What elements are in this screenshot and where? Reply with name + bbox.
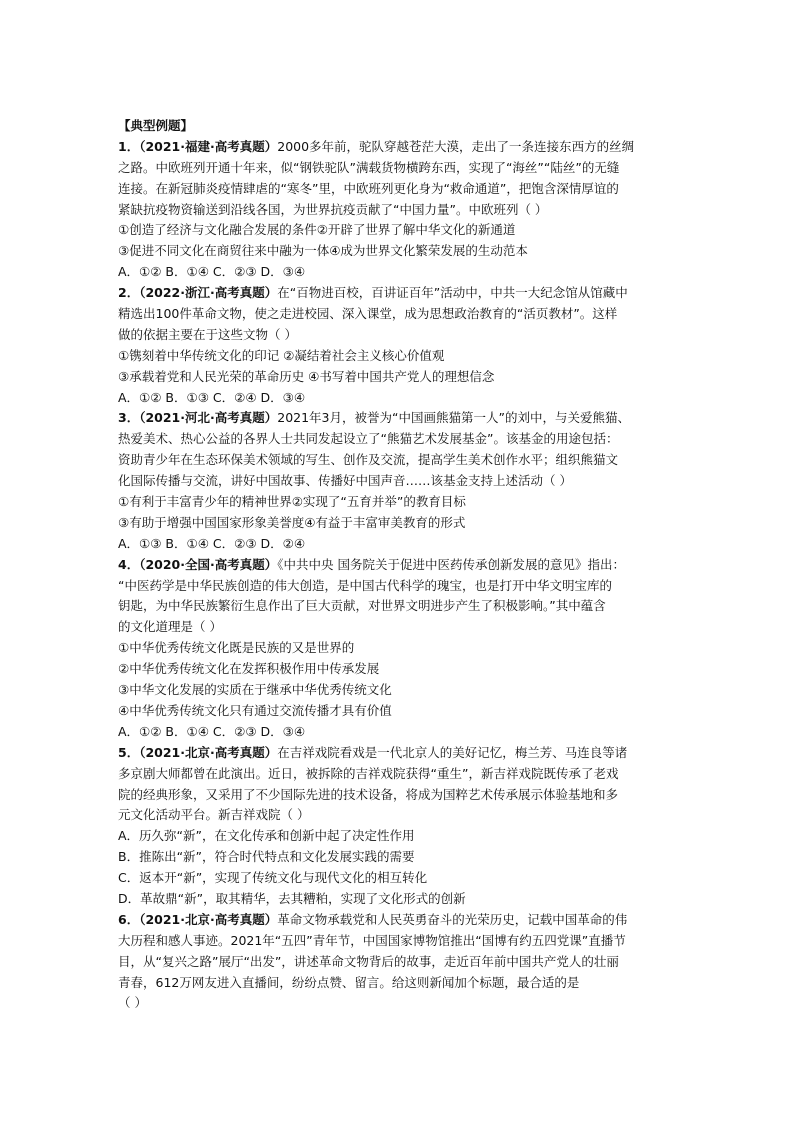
question-4 bbox=[118, 555, 678, 743]
question-stem-line bbox=[118, 471, 678, 492]
stem-text: 精选出100件革命文物，使之走进校园、深入课堂，成为思想政治教育的“活页教材”。这样 bbox=[118, 306, 618, 322]
question-number: 3． bbox=[118, 410, 140, 426]
question-source: （2022·浙江·高考真题） bbox=[139, 285, 278, 301]
stem-text: 钥匙，为中华民族繁衍生息作出了巨大贡献，对世界文明进步产生了积极影响。”其中蕴含 bbox=[118, 598, 606, 614]
stem-text: 的文化道理是（ ） bbox=[118, 619, 222, 635]
stem-text: 目，从“复兴之路”展厅“出发”，讲述革命文物背后的故事，走近百年前中国共产党人的壮丽 bbox=[118, 953, 619, 969]
question-stem-line bbox=[118, 179, 678, 200]
question-number: 5． bbox=[118, 744, 140, 760]
question-stem-line bbox=[118, 429, 678, 450]
question-6 bbox=[118, 910, 678, 1014]
question-source: （2020·全国·高考真题） bbox=[139, 556, 278, 572]
option-line: ④中华优秀传统文化只有通过交流传播才具有价值 bbox=[118, 702, 392, 718]
stem-text: 紧缺抗疫物资输送到沿线各国，为世界抗疫贡献了“中国力量”。中欧班列（ ） bbox=[118, 201, 548, 217]
question-content bbox=[118, 116, 678, 1014]
option-line: A．①② B．①③ C．②④ D．③④ bbox=[118, 389, 306, 405]
question-stem-line bbox=[118, 596, 678, 617]
question-number: 1． bbox=[118, 138, 140, 154]
stem-text: 革命文物承载党和人民英勇奋斗的光荣历史，记载中国革命的伟 bbox=[277, 911, 628, 927]
question-5 bbox=[118, 743, 678, 910]
stem-text: 多京剧大师都曾在此演出。近日，被拆除的吉祥戏院获得“重生”，新吉祥戏院既传承了老戏 bbox=[118, 765, 619, 781]
option-line: A．①② B．①④ C．②③ D．③④ bbox=[118, 723, 306, 739]
question-1 bbox=[118, 137, 678, 283]
question-number: 4． bbox=[118, 556, 140, 572]
option-line: ①镌刻着中华传统文化的印记 ②凝结着社会主义核心价值观 bbox=[118, 347, 445, 363]
stem-text: 2021年3月，被誉为“中国画熊猫第一人”的刘中，与关爱熊猫、 bbox=[277, 410, 630, 426]
question-2 bbox=[118, 283, 678, 408]
stem-text: 连接。在新冠肺炎疫情肆虐的“寒冬”里，中欧班列更化身为“救命通道”，把饱含深情厚谊的 bbox=[118, 180, 619, 196]
stem-text: 热爱美术、热心公益的各界人士共同发起设立了“熊猫艺术发展基金”。该基金的用途包括： bbox=[118, 431, 619, 447]
question-stem-line bbox=[118, 617, 678, 638]
question-stem-line bbox=[118, 325, 678, 346]
option-line: ②中华优秀传统文化在发挥积极作用中传承发展 bbox=[118, 661, 380, 677]
option-line: ①有利于丰富青少年的精神世界②实现了“五育并举”的教育目标 bbox=[118, 494, 466, 510]
stem-text: 之路。中欧班列开通十年来，似“钢铁驼队”满载货物横跨东西，实现了“海丝”“陆丝”的无缝 bbox=[118, 159, 620, 175]
option-line: ③促进不同文化在商贸往来中融为一体④成为世界文化繁荣发展的生动范本 bbox=[118, 243, 528, 259]
question-stem-line bbox=[118, 952, 678, 973]
question-stem-line bbox=[118, 555, 678, 576]
question-stem-line bbox=[118, 283, 678, 304]
question-stem-line bbox=[118, 137, 678, 158]
question-stem-line bbox=[118, 764, 678, 785]
option-line: B．推陈出“新”，符合时代特点和文化发展实践的需要 bbox=[118, 849, 415, 865]
option-line: ③有助于增强中国国家形象美誉度④有益于丰富审美教育的形式 bbox=[118, 514, 466, 530]
option-line: C．返本开“新”，实现了传统文化与现代文化的相互转化 bbox=[118, 870, 428, 886]
option-line: ①中华优秀传统文化既是民族的又是世界的 bbox=[118, 640, 355, 656]
question-stem-line bbox=[118, 450, 678, 471]
question-stem-line bbox=[118, 910, 678, 931]
stem-text: 在“百物进百校，百讲证百年”活动中，中共一大纪念馆从馆藏中 bbox=[277, 285, 628, 301]
question-number: 6． bbox=[118, 911, 140, 927]
option-line: ③中华文化发展的实质在于继承中华优秀传统文化 bbox=[118, 682, 392, 698]
stem-text: 在吉祥戏院看戏是一代北京人的美好记忆，梅兰芳、马连良等诸 bbox=[277, 744, 628, 760]
question-3 bbox=[118, 408, 678, 554]
question-stem-line bbox=[118, 408, 678, 429]
option-line: A．①② B．①④ C．②③ D．③④ bbox=[118, 264, 306, 280]
option-line: A．历久弥“新”，在文化传承和创新中起了决定性作用 bbox=[118, 828, 415, 844]
stem-text: 资助青少年在生态环保美术领域的写生、创作及交流，提高学生美术创作水平；组织熊猫文 bbox=[118, 452, 619, 468]
option-line: ①创造了经济与文化融合发展的条件②开辟了世界了解中华文化的新通道 bbox=[118, 222, 516, 238]
question-stem-line bbox=[118, 785, 678, 806]
option-line: D．革故鼎“新”，取其精华，去其糟粕，实现了文化形式的创新 bbox=[118, 890, 466, 906]
question-stem-line bbox=[118, 931, 678, 952]
stem-text: 2000多年前，驼队穿越苍茫大漠，走出了一条连接东西方的丝绸 bbox=[277, 138, 635, 154]
question-number: 2． bbox=[118, 285, 140, 301]
question-source: （2021·福建·高考真题） bbox=[139, 138, 278, 154]
question-stem-line bbox=[118, 993, 678, 1014]
question-stem-line bbox=[118, 805, 678, 826]
question-stem-line bbox=[118, 200, 678, 221]
stem-text: 元文化活动平台。新吉祥戏院（ ） bbox=[118, 807, 310, 823]
stem-text: 院的经典形象，又采用了不少国际先进的技术设备，将成为国粹艺术传承展示体验基地和多 bbox=[118, 786, 619, 802]
question-stem-line bbox=[118, 158, 678, 179]
question-stem-line bbox=[118, 973, 678, 994]
question-list bbox=[118, 137, 678, 1014]
stem-text: （ ） bbox=[118, 995, 147, 1011]
stem-text: 做的依据主要在于这些文物（ ） bbox=[118, 326, 297, 342]
question-stem-line bbox=[118, 576, 678, 597]
stem-text: 化国际传播与交流，讲好中国故事、传播好中国声音……该基金支持上述活动（ ） bbox=[118, 473, 572, 489]
option-line: ③承载着党和人民光荣的革命历史 ④书写着中国共产党人的理想信念 bbox=[118, 368, 495, 384]
stem-text: 大历程和感人事迹。2021年“五四”青年节，中国国家博物馆推出“国博有约五四党课”直播节 bbox=[118, 932, 626, 948]
question-stem-line bbox=[118, 743, 678, 764]
stem-text: “中医药学是中华民族创造的伟大创造，是中国古代科学的瑰宝，也是打开中华文明宝库的 bbox=[118, 577, 612, 593]
question-source: （2021·北京·高考真题） bbox=[139, 911, 278, 927]
stem-text: 《中共中央 国务院关于促进中医药传承创新发展的意见》指出： bbox=[277, 556, 625, 572]
option-line: A．①③ B．①④ C．②③ D．②④ bbox=[118, 535, 306, 551]
question-stem-line bbox=[118, 304, 678, 325]
section-title: 【典型例题】 bbox=[118, 118, 194, 133]
question-source: （2021·北京·高考真题） bbox=[139, 744, 278, 760]
stem-text: 青春，612万网友进入直播间，纷纷点赞、留言。给这则新闻加个标题，最合适的是 bbox=[118, 974, 580, 990]
question-source: （2021·河北·高考真题） bbox=[139, 410, 278, 426]
